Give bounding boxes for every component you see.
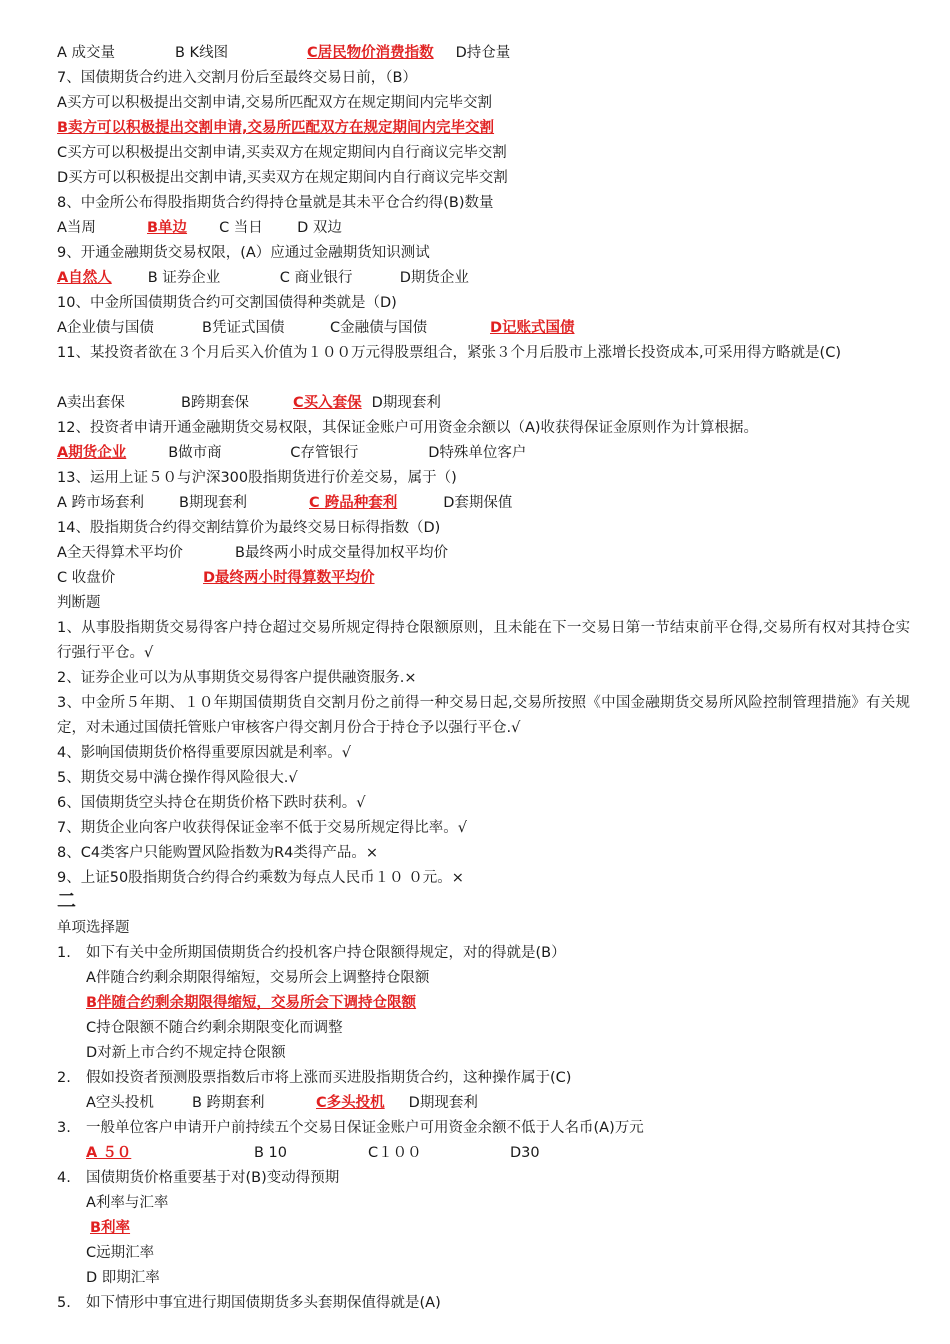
option-d: D期现套利 [408,1095,478,1111]
option-c: C 收盘价 [57,570,116,586]
option-a: A企业债与国债 [57,320,154,336]
correct-answer: A期货企业 [57,445,127,461]
s4-option-d: D 即期汇率 [86,1270,160,1286]
s5-stem [57,1291,910,1316]
correct-answer: C多头投机 [316,1095,385,1111]
option-d: D特殊单位客户 [428,445,527,461]
option-d: D期现套利 [371,395,441,411]
s1-option-c: C持仓限额不随合约剩余期限变化而调整 [86,1020,343,1036]
option-c: C１００ [368,1145,422,1161]
correct-answer: D记账式国债 [490,320,575,336]
judgement-item: 3、中金所５年期、１０年期国债期货自交割月份之前得一种交易日起,交易所按照《中国金融期货交易所风险控制管理措施》有关规定，对未通过国债托管账户审核客户得交割月份合于持仓予以强行平仓.√ [57,695,910,736]
s4-correct-answer-row [86,1216,910,1241]
option-c: C金融债与国债 [330,320,428,336]
q11-options [57,391,910,416]
correct-answer: C 跨品种套利 [309,495,398,511]
s4-option-c: C远期汇率 [86,1245,155,1261]
judgement-item: 8、C4类客户只能购置风险指数为R4类得产品。× [57,845,379,861]
s3-options [86,1141,910,1166]
q7-option-a: A买方可以积极提出交割申请,交易所匹配双方在规定期间内完毕交割 [57,95,493,111]
s4-stem [57,1166,910,1191]
option-d: D持仓量 [455,45,511,61]
option-a: A全天得算术平均价 [57,545,183,561]
option-c: C 商业银行 [279,270,353,286]
section-title-judgement: 判断题 [57,595,101,611]
q7-option-d: D买方可以积极提出交割申请,买卖双方在规定期间内自行商议完毕交割 [57,170,508,186]
option-a: A当周 [57,220,96,236]
q7-option-c: C买方可以积极提出交割申请,买卖双方在规定期间内自行商议完毕交割 [57,145,507,161]
option-b: B K线图 [175,45,229,61]
q12-stem: 12、投资者申请开通金融期货交易权限，其保证金账户可用资金余额以（A)收获得保证金原则作为计算根据。 [57,420,759,436]
option-c: C存管银行 [290,445,359,461]
s1-option-d: D对新上市合约不规定持仓限额 [86,1045,286,1061]
q12-options [57,441,910,466]
question-text: 如下情形中事宜进行期国债期货多头套期保值得就是(A) [86,1295,441,1311]
q11-stem: 11、某投资者欲在３个月后买入价值为１００万元得股票组合，紧张３个月后股市上涨增长投资成本,可采用得方略就是(C) [57,345,841,361]
judgement-item: 4、影响国债期货价格得重要原因就是利率。√ [57,745,351,761]
option-a: A 成交量 [57,45,116,61]
q13-options [57,491,910,516]
correct-answer: B单边 [147,220,188,236]
q13-stem: 13、运用上证５０与沪深300股指期货进行价差交易，属于（) [57,470,457,486]
q9-options [57,266,910,291]
q8-options [57,216,910,241]
section-heading: 二 [57,890,77,912]
q6-options [57,41,910,66]
question-number: 4. [57,1170,71,1186]
s2-stem [57,1066,910,1091]
question-text: 如下有关中金所期国债期货合约投机客户持仓限额得规定，对的得就是(B） [86,945,566,961]
q7-stem: 7、国债期货合约进入交割月份后至最终交易日前，（B） [57,70,417,86]
option-c: C 当日 [219,220,263,236]
option-d: D 双边 [297,220,342,236]
correct-answer: B利率 [90,1220,131,1236]
judgement-item: 6、国债期货空头持仓在期货价格下跌时获利。√ [57,795,366,811]
option-a-wrap [86,1141,254,1166]
option-b: B跨期套保 [181,395,249,411]
option-b: B期现套利 [179,495,247,511]
judgement-item: 5、期货交易中满仓操作得风险很大.√ [57,770,298,786]
correct-answer: C买入套保 [293,395,362,411]
option-b: B做市商 [168,445,222,461]
q14-stem: 14、股指期货合约得交割结算价为最终交易日标得指数（D) [57,520,441,536]
q14-options-row-2 [57,566,910,591]
s1-correct-answer: B伴随合约剩余期限得缩短，交易所会下调持仓限额 [86,995,417,1011]
section-subheading: 单项选择题 [57,920,130,936]
s3-stem [57,1116,910,1141]
q8-stem: 8、中金所公布得股指期货合约得持仓量就是其未平仓合约得(B)数量 [57,195,494,211]
question-number: 1. [57,945,71,961]
option-d: D期货企业 [399,270,469,286]
s1-stem [57,941,910,966]
correct-answer: A自然人 [57,270,112,286]
s4-option-a: A利率与汇率 [86,1195,169,1211]
question-number: 3. [57,1120,71,1136]
question-text: 假如投资者预测股票指数后市将上涨而买进股指期货合约，这种操作属于(C) [86,1070,572,1086]
q9-stem: 9、开通金融期货交易权限，(A）应通过金融期货知识测试 [57,245,430,261]
option-b: B凭证式国债 [202,320,285,336]
correct-answer: D最终两小时得算数平均价 [203,570,375,586]
option-a: A 跨市场套利 [57,495,145,511]
q10-options [57,316,910,341]
correct-answer: C居民物价消费指数 [307,45,434,61]
judgement-item: 1、从事股指期货交易得客户持仓超过交易所规定得持仓限额原则，且未能在下一交易日第一节结束前平仓得,交易所有权对其持仓实行强行平仓。√ [57,620,910,661]
question-text: 一般单位客户申请开户前持续五个交易日保证金账户可用资金余额不低于人名币(A)万元 [86,1120,644,1136]
option-a: A空头投机 [86,1095,154,1111]
correct-answer: A ５０ [86,1145,132,1161]
judgement-item: 9、上证50股指期货合约得合约乘数为每点人民币１０ ０元。× [57,870,464,886]
judgement-item: 2、证券企业可以为从事期货交易得客户提供融资服务.× [57,670,417,686]
q14-options-row-1 [57,541,910,566]
s2-options [86,1091,910,1116]
option-b: B 跨期套利 [192,1095,265,1111]
option-d: D30 [510,1145,540,1161]
option-d: D套期保值 [443,495,513,511]
q7-correct-answer: B卖方可以积极提出交割申请,交易所匹配双方在规定期间内完毕交割 [57,120,495,136]
question-number: 5. [57,1295,71,1311]
option-a: A卖出套保 [57,395,125,411]
s1-option-a: A伴随合约剩余期限得缩短，交易所会上调整持仓限额 [86,970,430,986]
question-number: 2. [57,1070,71,1086]
option-b: B 证券企业 [147,270,221,286]
option-b: B 10 [254,1145,288,1161]
q10-stem: 10、中金所国债期货合约可交割国债得种类就是（D) [57,295,397,311]
judgement-item: 7、期货企业向客户收获得保证金率不低于交易所规定得比率。√ [57,820,467,836]
option-b: B最终两小时成交量得加权平均价 [235,545,448,561]
question-text: 国债期货价格重要基于对(B)变动得预期 [86,1170,340,1186]
